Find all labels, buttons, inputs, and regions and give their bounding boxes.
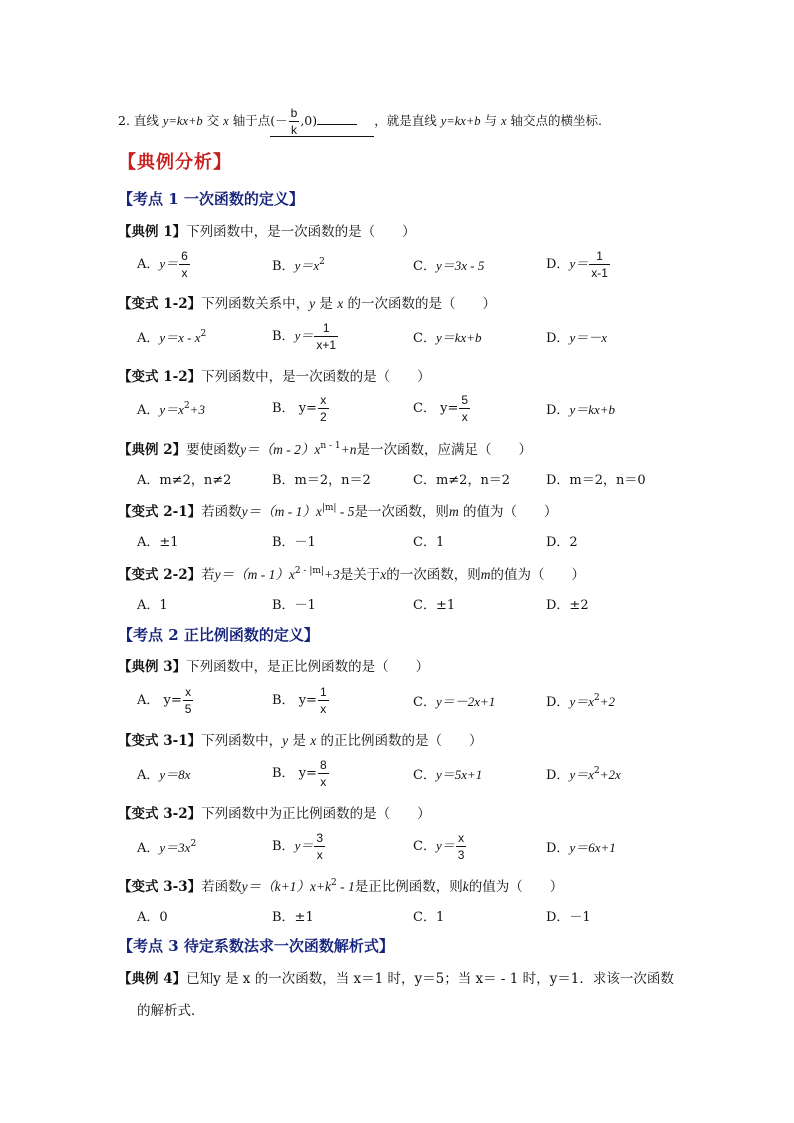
variant-1-2b-option-d: D．y＝kx+b <box>546 402 616 418</box>
example-1-option-c: C．y＝3x - 5 <box>413 258 485 274</box>
topic-1-heading: 【考点 1 一次函数的定义】 <box>118 190 304 208</box>
variant-3-3-option-c: C．1 <box>413 910 445 925</box>
example-4-question-line-1: 【典例 4】已知y 是 x 的一次函数，当 x＝1 时，y＝5；当 x＝ - 1 时，y＝1．求该一次函数 <box>118 971 674 987</box>
variant-1-2a-option-c: C．y＝kx+b <box>413 330 482 346</box>
variant-1-2b-option-a: A．$y=x^2+3$ <box>137 401 205 418</box>
answer-blank: (－ $\frac{b}{k}$ ,0) <box>270 107 374 137</box>
example-2-question: 【典例 2】要使函数$y=(m - 2)x^{n - 1}+n$是一次函数，应满足（ ） <box>118 441 532 458</box>
variant-3-2-option-a: A．$y=3x^2$ <box>137 839 197 856</box>
example-1-question: 【典例 1】下列函数中，是一次函数的是（ ） <box>118 224 416 240</box>
example-3-option-b: B． y= $\frac{1}{x}$ <box>272 685 327 716</box>
variant-2-2-option-c: C．±1 <box>413 598 456 613</box>
intro-number: 2. <box>118 113 130 128</box>
variant-2-2-option-d: D．±2 <box>546 598 589 613</box>
fraction: $\frac{6}{x}$ <box>181 249 188 280</box>
topic-3-heading: 【考点 3 待定系数法求一次函数解析式】 <box>118 937 394 955</box>
variant-2-1-option-d: D．2 <box>546 535 578 550</box>
fraction: $\frac{8}{x}$ <box>319 758 327 789</box>
variant-3-1-option-a: A．y＝8x <box>137 767 191 783</box>
variant-1-2a-question: 【变式 1-2】下列函数关系中，y 是 x 的一次函数的是（ ） <box>118 296 496 312</box>
variant-2-2-option-b: B．－1 <box>272 598 316 613</box>
variant-3-3-question: 【变式 3-3】若函数$y=(k+1)x+k^2 - 1$是正比例函数，则k的值为（ ） <box>118 878 564 895</box>
variant-1-2a-option-d: D．y＝－x <box>546 330 607 346</box>
example-1-option-a: A．y＝ $\frac{6}{x}$ <box>137 249 188 280</box>
variant-3-2-option-c: C．y＝ $\frac{x}{3}$ <box>413 831 465 862</box>
variant-3-1-option-c: C．y＝5x+1 <box>413 767 483 783</box>
example-1-option-b: B．$y=x^2$ <box>272 257 325 274</box>
variant-3-3-option-a: A．0 <box>137 910 168 925</box>
variant-3-3-option-d: D．－1 <box>546 910 591 925</box>
variant-2-1-option-b: B．－1 <box>272 535 316 550</box>
example-2-option-b: B．m＝2，n＝2 <box>272 473 371 488</box>
variant-2-1-option-c: C．1 <box>413 535 445 550</box>
variant-3-1-option-b: B． y= $\frac{8}{x}$ <box>272 758 327 789</box>
variant-3-1-option-d: D．$y=x^2+2x$ <box>546 766 621 783</box>
example-3-option-d: D．$y=x^2+2$ <box>546 693 615 710</box>
example-3-question: 【典例 3】下列函数中，是正比例函数的是（ ） <box>118 659 430 675</box>
section-banner: 【典例分析】 <box>118 152 232 173</box>
fraction: $\frac{x}{2}$ <box>319 393 327 424</box>
variant-2-1-option-a: A．±1 <box>137 535 179 550</box>
variant-1-2b-question: 【变式 1-2】下列函数中，是一次函数的是（ ） <box>118 369 431 385</box>
variant-1-2a-option-b: B．y＝ $\frac{1}{x+1}$ <box>272 321 337 352</box>
variant-3-2-question: 【变式 3-2】下列函数中为正比例函数的是（ ） <box>118 806 431 822</box>
fraction: $\frac{1}{x-1}$ <box>591 249 608 280</box>
example-2-option-c: C．m≠2，n＝2 <box>413 473 511 488</box>
example-2-option-a: A．m≠2，n≠2 <box>137 473 232 488</box>
fraction: $\frac{x}{5}$ <box>184 685 192 716</box>
variant-2-2-question: 【变式 2-2】若$y=(m - 1)x^{2 - |m|}+3$是关于x的一次函数，则m的值为（ ） <box>118 566 586 583</box>
variant-2-1-question: 【变式 2-1】若函数$y=(m - 1)x^{|m|} - 5$是一次函数，则m 的值为（ ） <box>118 503 558 520</box>
variant-3-1-question: 【变式 3-1】下列函数中，y 是 x 的正比例函数的是（ ） <box>118 733 483 749</box>
fraction: $\frac{x}{3}$ <box>457 831 465 862</box>
example-4-question-line-2: 的解析式． <box>137 1003 205 1019</box>
variant-3-3-option-b: B．±1 <box>272 910 314 925</box>
topic-2-heading: 【考点 2 正比例函数的定义】 <box>118 626 319 644</box>
example-3-option-a: A． y= $\frac{x}{5}$ <box>137 685 192 716</box>
fraction: $\frac{5}{x}$ <box>461 393 469 424</box>
example-1-option-d: D．y＝ $\frac{1}{x-1}$ <box>546 249 608 280</box>
fraction: $\frac{1}{x+1}$ <box>316 321 337 352</box>
example-3-option-c: C．y＝－2x+1 <box>413 694 496 710</box>
variant-1-2a-option-a: A．$y=x - x^2$ <box>137 329 207 346</box>
fraction: $\frac{3}{x}$ <box>316 831 324 862</box>
variant-1-2b-option-b: B． y= $\frac{x}{2}$ <box>272 393 327 424</box>
example-2-option-d: D．m＝2，n＝0 <box>546 473 646 488</box>
variant-1-2b-option-c: C． y= $\frac{5}{x}$ <box>413 393 469 424</box>
variant-3-2-option-b: B．y＝ $\frac{3}{x}$ <box>272 831 324 862</box>
intro-line: 2. 直线 y=kx+b 交 x 轴于点(－ $\frac{b}{k}$ ,0) ，就是直线 y=kx+b 与 x 轴交点的横坐标. <box>118 106 603 137</box>
variant-3-2-option-d: D．y＝6x+1 <box>546 840 616 856</box>
fraction: $\frac{1}{x}$ <box>319 685 327 716</box>
fraction-b-over-k: $\frac{b}{k}$ <box>290 106 298 137</box>
variant-2-2-option-a: A．1 <box>137 598 168 613</box>
